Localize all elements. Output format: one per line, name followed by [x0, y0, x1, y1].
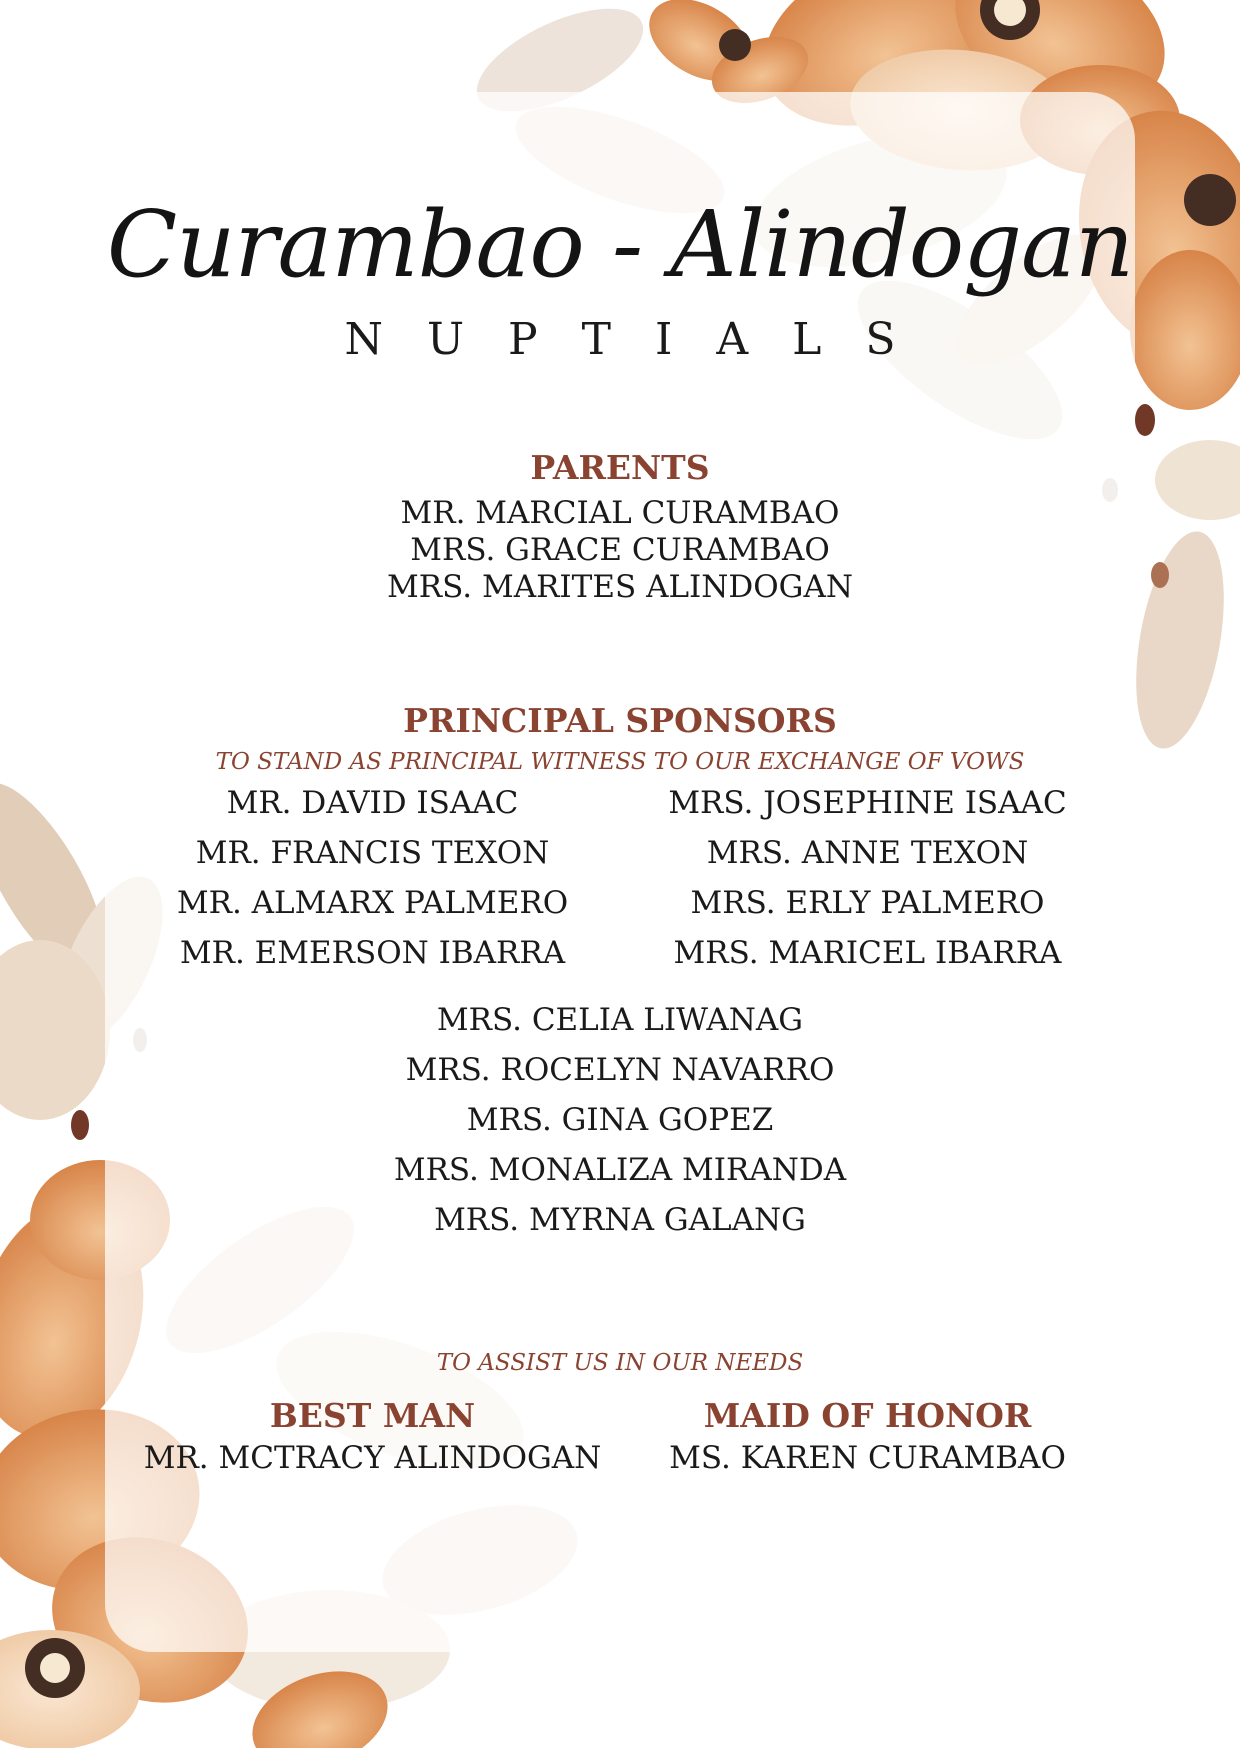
sponsor-name: MR. FRANCIS TEXON: [195, 835, 550, 871]
sponsor-name: MR. EMERSON IBARRA: [179, 935, 566, 971]
sponsor-name: MRS. ROCELYN NAVARRO: [405, 1052, 835, 1088]
parent-name: MRS. GRACE CURAMBAO: [410, 532, 830, 568]
sponsor-name: MRS. MONALIZA MIRANDA: [393, 1152, 847, 1188]
sponsor-name: MRS. ANNE TEXON: [706, 835, 1029, 871]
best-man-title: BEST MAN: [269, 1396, 476, 1435]
sponsor-name: MR. ALMARX PALMERO: [176, 885, 569, 921]
best-man-block: [130, 1395, 615, 1479]
sponsor-name: MR. DAVID ISAAC: [226, 785, 519, 821]
assist-subheading: TO ASSIST US IN OUR NEEDS: [436, 1350, 804, 1376]
sponsor-name: MRS. GINA GOPEZ: [466, 1102, 774, 1138]
nuptials-subtitle: NUPTIALS: [344, 314, 940, 365]
sponsors-right-column: [625, 778, 1110, 978]
parents-heading: PARENTS: [530, 448, 710, 487]
principal-sponsors-subheading: TO STAND AS PRINCIPAL WITNESS TO OUR EXCHANGE OF VOWS: [215, 749, 1025, 775]
parent-name: MRS. MARITES ALINDOGAN: [387, 569, 853, 605]
principal-sponsors-heading: PRINCIPAL SPONSORS: [403, 701, 837, 740]
sponsor-name: MRS. JOSEPHINE ISAAC: [668, 785, 1067, 821]
parents-list: [0, 495, 1240, 606]
maid-of-honor-block: [625, 1395, 1110, 1479]
maid-of-honor-title: MAID OF HONOR: [703, 1396, 1032, 1435]
sponsor-name: MRS. CELIA LIWANAG: [436, 1002, 804, 1038]
sponsor-name: MRS. MYRNA GALANG: [434, 1202, 806, 1238]
parent-name: MR. MARCIAL CURAMBAO: [400, 495, 840, 531]
sponsors-additional-list: [0, 995, 1240, 1245]
couple-names-title: Curambao - Alindogan: [106, 191, 1134, 298]
sponsor-name: MRS. ERLY PALMERO: [690, 885, 1045, 921]
maid-of-honor-name: MS. KAREN CURAMBAO: [669, 1440, 1066, 1476]
sponsors-left-column: [130, 778, 615, 978]
best-man-name: MR. MCTRACY ALINDOGAN: [143, 1440, 602, 1476]
sponsor-name: MRS. MARICEL IBARRA: [673, 935, 1062, 971]
